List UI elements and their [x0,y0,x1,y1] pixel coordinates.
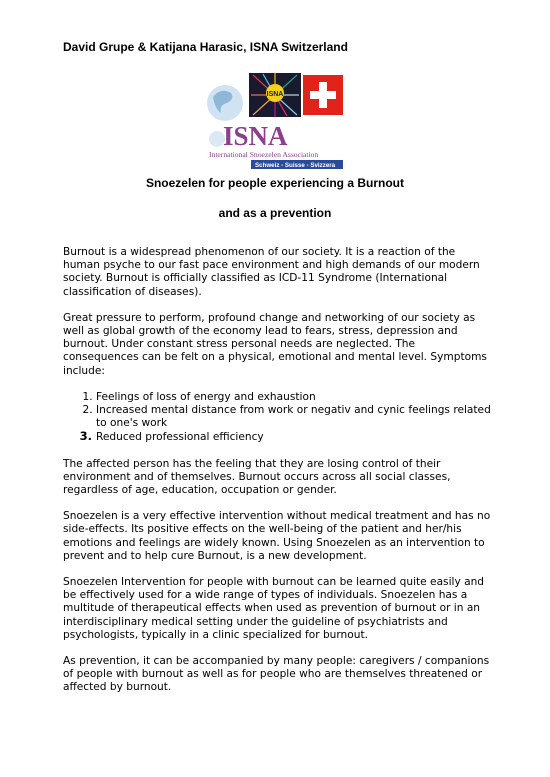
isna-logo [203,69,353,181]
paragraph: As prevention, it can be accompanied by many people: caregivers / companions of people with burnout as well as for people who are themselves threatened or affected by burnout. [63,655,490,694]
logo-region: Schweiz - Suisse - Svizzera [255,162,336,169]
logo-wordmark: ISNA [223,121,288,151]
symptoms-list [63,391,493,445]
logo-full-name: International Snoezelen Association [209,150,319,159]
document-body [63,246,493,708]
paragraph: Great pressure to perform, profound change and networking of our society as well as global growth of the economy lead to fears, stress, depression and burnout. Under constant stress personal needs are neglected. The consequences can be felt on a physical, emotional and mental level. Symptoms include: [63,311,487,377]
svg-text:ISNA: ISNA [266,91,284,98]
list-item: 3. Reduced professional efficiency [96,430,493,444]
isna-badge-icon [249,73,301,117]
document-header-authors: David Grupe & Katijana Harasic, ISNA Switzerland [63,40,348,54]
document-subtitle: and as a prevention [218,206,332,220]
paragraph: Burnout is a widespread phenomenon of our society. It is a reaction of the human psyche to our fast pace environment and high demands of our modern society. Burnout is officially classified as ICD-11 Syndrome (International classification of diseases). [63,246,480,298]
list-item: 1. Feelings of loss of energy and exhaustion [96,391,493,404]
paragraph: Snoezelen Intervention for people with burnout can be learned quite easily and be effectively used for a wide range of types of individuals. Snoezelen has a multitude of therapeutical effects when used as prevention of burnout or in an interdisciplinary medical setting under the guideline of psychiatrists and psychologists, typically in a clinic specialized for burnout. [63,576,485,641]
swiss-flag-icon [303,75,343,115]
paragraph: The affected person has the feeling that they are losing control of their environment and of themselves. Burnout occurs across all social classes, regardless of age, education, occupation or gender. [63,457,451,497]
document-title: Snoezelen for people experiencing a Burnout [145,176,405,190]
paragraph: Snoezelen is a very effective intervention without medical treatment and has no side-effects. Its positive effects on the well-being of the patient and her/his emotions and feelings are widely known. Using Snoezelen as an intervention to prevent and to help cure Burnout, is a new development. [63,510,491,562]
list-item: 2. Increased mental distance from work or negativ and cynic feelings related to one's work [96,404,493,430]
